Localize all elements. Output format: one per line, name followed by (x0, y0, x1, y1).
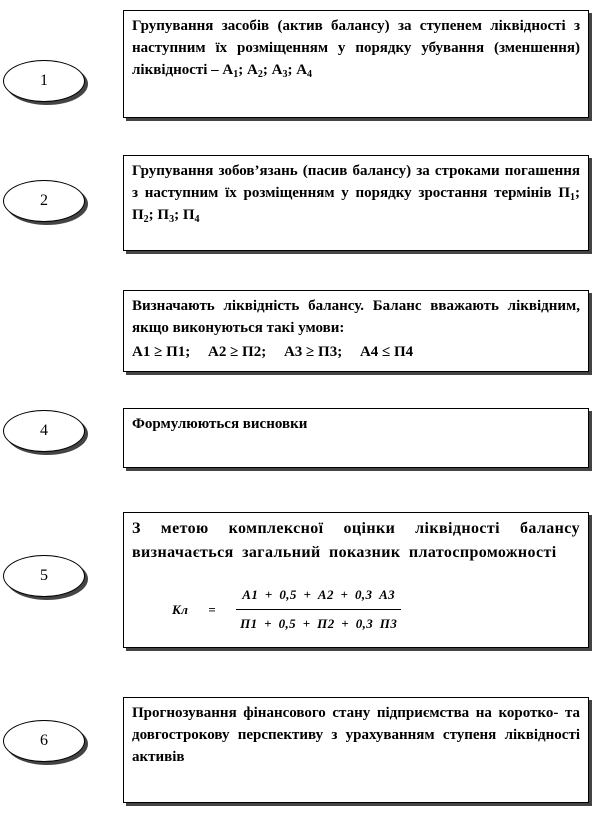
formula-equals: = (208, 601, 217, 617)
step-3-conditions (132, 341, 580, 363)
step-5-box (123, 512, 589, 648)
step-1-text: Групування засобів (актив балансу) за ступенем ліквідності з наступним їх розміщенням у порядку убування (зменшення) ліквідності – $А_1$; $А_2$; $А_3$; $А_4$ (132, 18, 580, 80)
step-6-oval (3, 720, 85, 762)
step-4-oval (3, 410, 85, 452)
formula-fraction (236, 583, 401, 636)
step-2-number: 2 (40, 192, 48, 209)
step-6-box (123, 697, 589, 803)
step-1-oval (3, 60, 85, 102)
step-2-text: Групування зобов’язань (пасив балансу) за строками погашення з наступним їх розміщенням у порядку зростання термінів $П_1$; $П_2$; $П_3$; $П_4$ (132, 163, 580, 225)
condition-1: А1 ≥ П1; (132, 344, 191, 360)
step-4-text: Формулюються висновки (132, 416, 308, 432)
step-5-text: З метою комплексної оцінки ліквідності балансу визначається загальний показник платоспроможності (132, 520, 580, 561)
formula-lhs: Кл (172, 601, 189, 617)
step-6-number: 6 (40, 732, 48, 749)
step-4-number: 4 (40, 422, 48, 439)
formula-numerator: А1 + 0,5 + А2 + 0,3 А3 (242, 587, 396, 602)
step-5-oval (3, 555, 85, 597)
step-5-number: 5 (40, 567, 48, 584)
step-1-number: 1 (40, 72, 48, 89)
step-3-text: Визначають ліквідність балансу. Баланс вважають ліквідним, якщо виконуються такі умови: (132, 298, 580, 336)
step-6-text: Прогнозування фінансового стану підприємства на коротко- та довгострокову перспективу з урахуванням ступеня ліквідності активів (132, 705, 580, 765)
condition-3: А3 ≥ П3; (283, 344, 343, 360)
fraction-bar (236, 609, 401, 610)
formula-denominator: П1 + 0,5 + П2 + 0,3 П3 (240, 616, 398, 631)
step-4-box (123, 408, 589, 468)
condition-2: А2 ≥ П2; (207, 344, 267, 360)
condition-4: А4 ≤ П4 (359, 344, 414, 360)
step-3-box (123, 290, 589, 372)
liquidity-formula (172, 583, 401, 636)
step-1-box (123, 10, 589, 118)
step-2-oval (3, 180, 85, 222)
step-2-box (123, 155, 589, 251)
